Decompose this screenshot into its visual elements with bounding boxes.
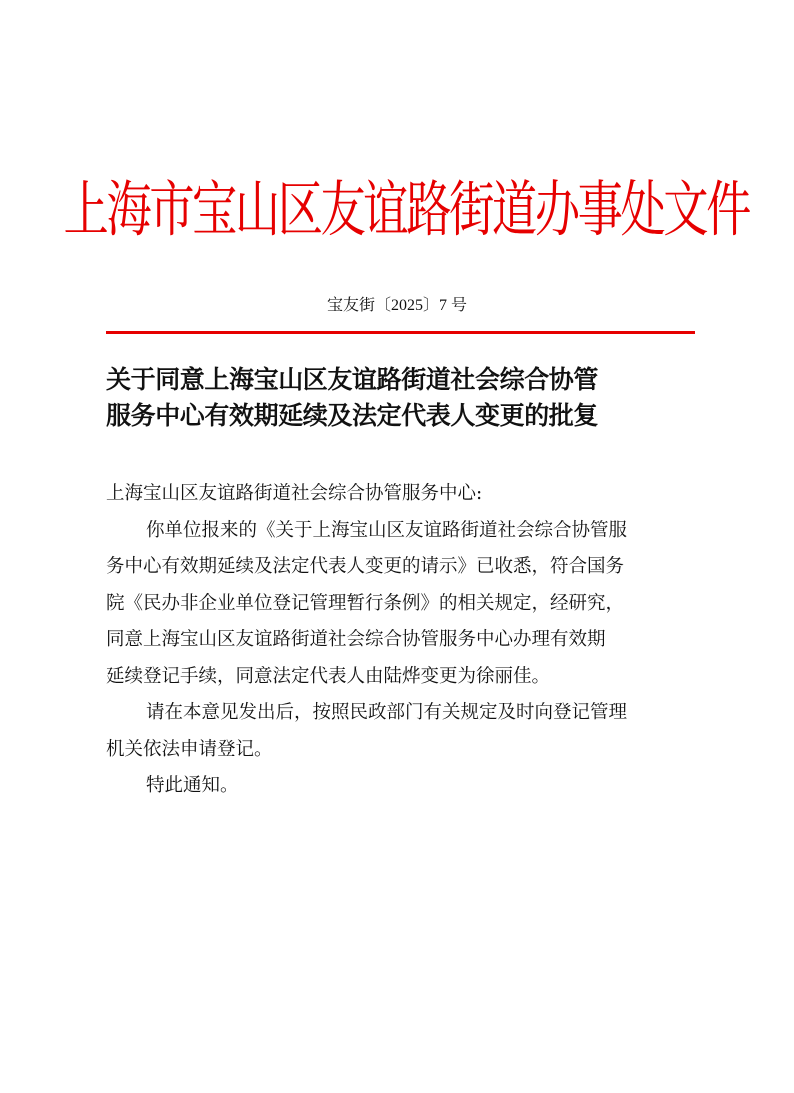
- document-title-line-1: 关于同意上海宝山区友谊路街道社会综合协管: [106, 365, 599, 394]
- document-body: [106, 476, 698, 805]
- document-title-line-2: 服务中心有效期延续及法定代表人变更的批复: [106, 401, 599, 430]
- salutation: 上海宝山区友谊路街道社会综合协管服务中心:: [106, 483, 483, 504]
- document-number: 宝友街〔2025〕7 号: [326, 297, 467, 314]
- paragraph-1-line-4: 同意上海宝山区友谊路街道社会综合协管服务中心办理有效期: [106, 629, 606, 650]
- paragraph-1-line-3: 院《民办非企业单位登记管理暂行条例》的相关规定，经研究，: [106, 592, 625, 614]
- red-divider-line: [106, 331, 695, 334]
- document-title: [106, 362, 706, 434]
- paragraph-1-line-2: 务中心有效期延续及法定代表人变更的请示》已收悉，符合国务: [106, 556, 625, 577]
- paragraph-2-line-2: 机关依法申请登记。: [106, 738, 273, 760]
- closing-line: 特此通知。: [146, 775, 239, 796]
- paragraph-1-line-1: 你单位报来的《关于上海宝山区友谊路街道社会综合协管服: [146, 519, 628, 541]
- paragraph-2-line-1: 请在本意见发出后，按照民政部门有关规定及时向登记管理: [146, 702, 628, 723]
- issuing-authority-title: 上海市宝山区友谊路街道办事处文件: [63, 174, 749, 245]
- paragraph-1-line-5: 延续登记手续，同意法定代表人由陆烨变更为徐丽佳。: [106, 665, 551, 687]
